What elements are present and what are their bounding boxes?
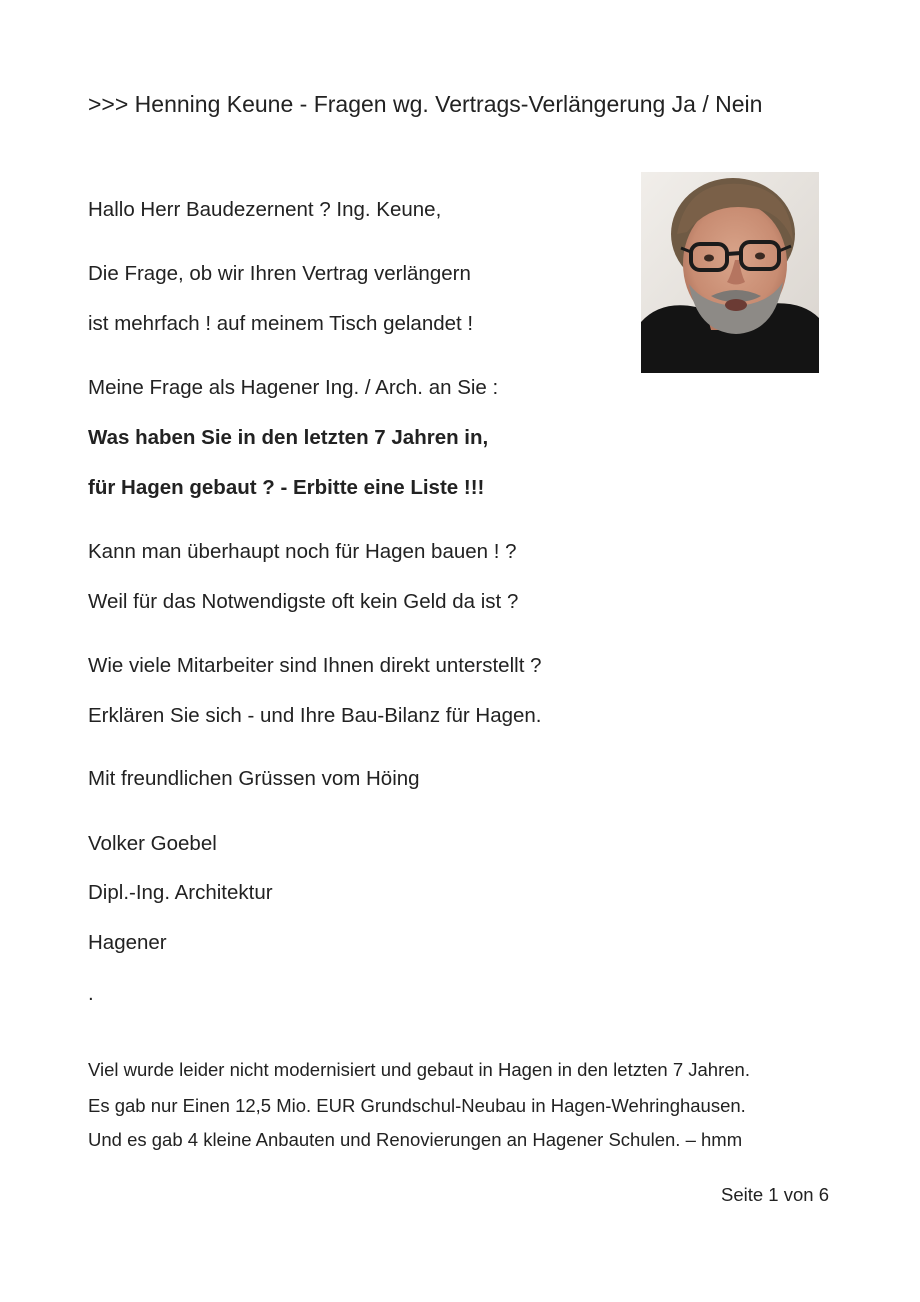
signature-degree: Dipl.-Ing. Architektur [88, 881, 273, 904]
letter-line: Kann man überhaupt noch für Hagen bauen ! ? [88, 540, 517, 563]
letter-line-bold: Was haben Sie in den letzten 7 Jahren in, [88, 426, 489, 449]
letter-line: Wie viele Mitarbeiter sind Ihnen direkt unterstellt ? [88, 654, 542, 677]
page-title: >>> Henning Keune - Fragen wg. Vertrags-Verlängerung Ja / Nein [88, 91, 763, 117]
signature-city: Hagener [88, 931, 167, 954]
note-line: Es gab nur Einen 12,5 Mio. EUR Grundschul-Neubau in Hagen-Wehringhausen. [88, 1095, 746, 1116]
note-line: Und es gab 4 kleine Anbauten und Renovierungen an Hagener Schulen. – hmm [88, 1129, 743, 1150]
closing-line: Mit freundlichen Grüssen vom Höing [88, 767, 420, 790]
letter-line-bold: für Hagen gebaut ? - Erbitte eine Liste !!! [88, 476, 485, 499]
letter-line: Meine Frage als Hagener Ing. / Arch. an Sie : [88, 376, 499, 399]
note-line: Viel wurde leider nicht modernisiert und gebaut in Hagen in den letzten 7 Jahren. [88, 1059, 750, 1080]
portrait-photo [641, 172, 819, 373]
separator-dot: . [88, 982, 94, 1005]
letter-line: Erklären Sie sich - und Ihre Bau-Bilanz für Hagen. [88, 704, 542, 727]
letter-line: ist mehrfach ! auf meinem Tisch gelandet ! [88, 312, 474, 335]
letter-line: Die Frage, ob wir Ihren Vertrag verlängern [88, 262, 471, 285]
greeting-line: Hallo Herr Baudezernent ? Ing. Keune, [88, 198, 442, 221]
signature-name: Volker Goebel [88, 832, 217, 855]
page-number: Seite 1 von 6 [721, 1184, 829, 1205]
letter-line: Weil für das Notwendigste oft kein Geld da ist ? [88, 590, 519, 613]
